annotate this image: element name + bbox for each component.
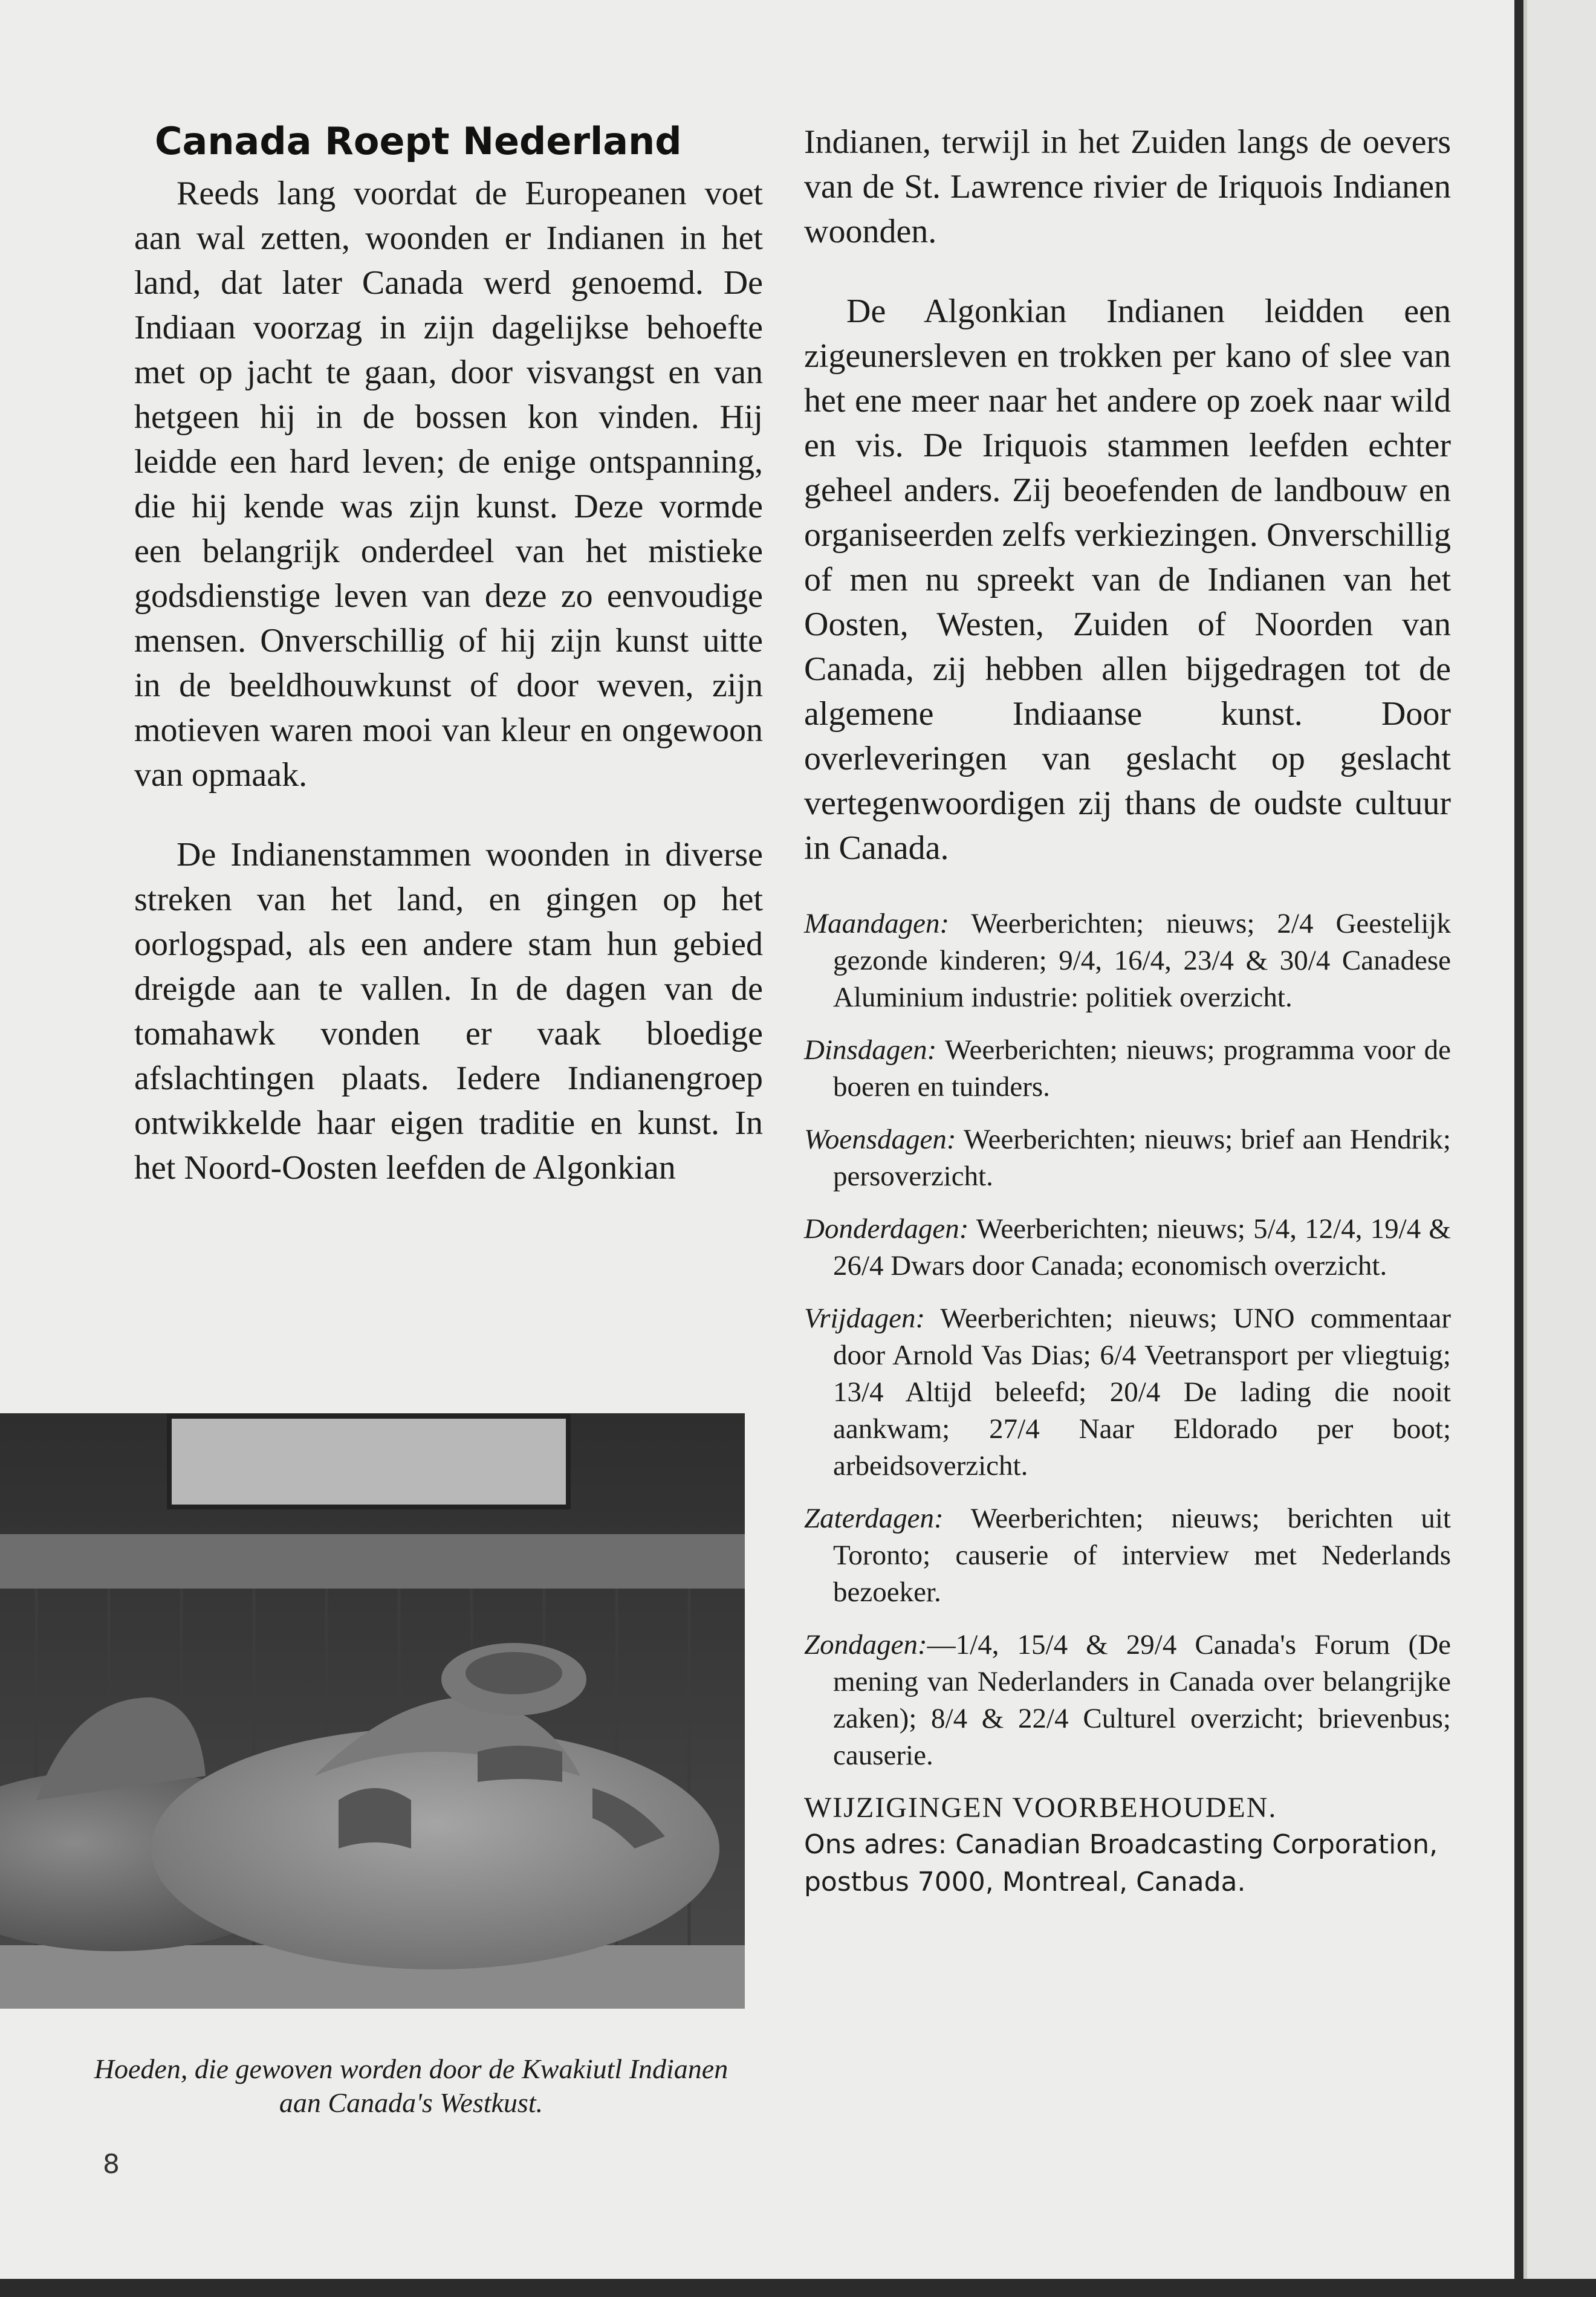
paragraph-1: Reeds lang voordat de Europeanen voet aan wal zetten, woonden er Indianen in het land, dat later Canada werd genoemd. De Indiaan voorzag in zijn dagelijkse behoefte met op jacht te gaan, door visvangst en van hetgeen hij in de bossen kon vinden. Hij leidde een hard leven; de enige ontspanning, die hij kende was zijn kunst. Deze vormde een belangrijk onderdeel van het mistieke godsdienstige leven van deze zo eenvoudige mensen. Onverschillig of hij zijn kunst uitte in de beeldhouwkunst of door weven, zijn motieven waren mooi van kleur en ongewoon van opmaak. — [134, 175, 763, 794]
schedule-text: Weerberichten; nieuws; 2/4 Geestelijk gezonde kinderen; 9/4, 16/4, 23/4 & 30/4 Canadese Aluminium industrie: politiek overzicht. — [833, 908, 1451, 1013]
right-column — [804, 120, 1451, 1901]
page-number: 8 — [103, 2149, 120, 2180]
notice-block — [804, 1790, 1451, 1901]
schedule-day: Vrijdagen: — [804, 1303, 926, 1334]
hats-photo-illustration — [0, 1413, 745, 2009]
paragraph-3: Indianen, terwijl in het Zuiden langs de oevers van de St. Lawrence rivier de Iriquois Indianen woonden. — [804, 123, 1451, 250]
paragraph-4: De Algonkian Indianen leidden een zigeunersleven en trokken per kano of slee van het ene meer naar het andere op zoek naar wild en vis. De Iriquois stammen leefden echter geheel anders. Zij beoefenden de landbouw en organiseerden zelfs verkiezingen. Onverschillig of men nu spreekt van de Indianen van het Oosten, Westen, Zuiden of Noorden van Canada, zij hebben allen bijgedragen tot de algemene Indiaanse kunst. Door overleveringen van geslacht op geslacht vertegenwoordigen zij thans de oudste cultuur in Canada. — [804, 293, 1451, 867]
schedule-text: —1/4, 15/4 & 29/4 Canada's Forum (De mening van Nederlanders in Canada over belangrijke zaken); 8/4 & 22/4 Culturel overzicht; brievenbus; causerie. — [833, 1629, 1451, 1771]
schedule-item-tuesday — [804, 1032, 1451, 1106]
schedule-item-thursday — [804, 1211, 1451, 1285]
paragraph-2: De Indianenstammen woonden in diverse streken van het land, en gingen op het oorlogspad, als een andere stam hun gebied dreigde aan te vallen. In de dagen van de tomahawk vonden er vaak bloedige afslachtingen plaats. Iedere Indianengroep ontwikkelde haar eigen traditie en kunst. In het Noord-Oosten leefden de Algonkian — [134, 836, 763, 1187]
schedule-day: Zaterdagen: — [804, 1503, 944, 1534]
schedule-day: Woensdagen: — [804, 1124, 956, 1155]
schedule-item-saturday — [804, 1500, 1451, 1611]
schedule-item-sunday — [804, 1627, 1451, 1774]
schedule-text: Weerberichten; nieuws; 5/4, 12/4, 19/4 & 26/4 Dwars door Canada; economisch overzicht. — [833, 1213, 1451, 1281]
broadcast-schedule — [804, 906, 1451, 1774]
schedule-text: Weerberichten; nieuws; brief aan Hendrik; persoverzicht. — [833, 1124, 1451, 1192]
schedule-text: Weerberichten; nieuws; berichten uit Toronto; causerie of interview met Nederlands bezoeker. — [833, 1503, 1451, 1608]
schedule-text: Weerberichten; nieuws; UNO commentaar door Arnold Vas Dias; 6/4 Veetransport per vliegtuig; 13/4 Altijd beleefd; 20/4 De lading die nooit aankwam; 27/4 Naar Eldorado per boot; arbeidsoverzicht. — [833, 1303, 1451, 1482]
schedule-day: Zondagen: — [804, 1629, 927, 1660]
photo-kwakiutl-hats — [0, 1413, 745, 2009]
schedule-text: Weerberichten; nieuws; programma voor de boeren en tuinders. — [833, 1034, 1451, 1103]
article-title: Canada Roept Nederland — [155, 119, 682, 163]
schedule-item-monday — [804, 906, 1451, 1016]
schedule-item-wednesday — [804, 1121, 1451, 1195]
adjacent-page-edge — [1523, 0, 1596, 2279]
schedule-day: Maandagen: — [804, 908, 950, 939]
notice-heading: WIJZIGINGEN VOORBEHOUDEN. — [804, 1792, 1277, 1824]
schedule-day: Dinsdagen: — [804, 1034, 937, 1066]
schedule-item-friday — [804, 1300, 1451, 1485]
photo-caption: Hoeden, die gewoven worden door de Kwakiutl Indianen aan Canada's Westkust. — [94, 2053, 728, 2118]
left-column — [134, 120, 763, 1225]
postal-address: Ons adres: Canadian Broadcasting Corporation, postbus 7000, Montreal, Canada. — [804, 1829, 1438, 1897]
schedule-day: Donderdagen: — [804, 1213, 969, 1245]
